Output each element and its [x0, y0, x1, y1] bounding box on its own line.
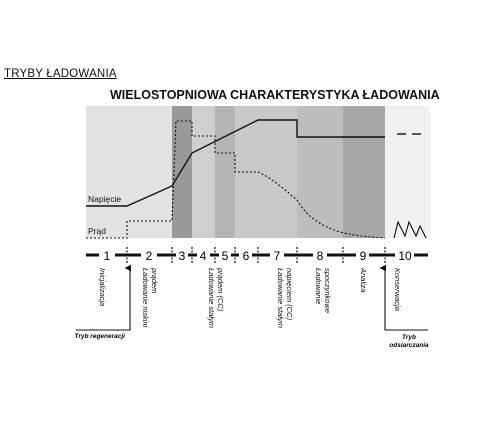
band-stage-5 [215, 106, 235, 238]
stage-axis [86, 247, 428, 264]
band-stage-9 [343, 106, 385, 238]
stage-number: 3 [178, 249, 186, 263]
band-stage-4 [192, 106, 215, 238]
desulfation-label-line1: Tryb [402, 334, 416, 341]
stage-number: 10 [398, 249, 412, 263]
stage-number: 2 [145, 249, 153, 263]
stage-label-4: Ładowanie stałymprądem (CC) [207, 268, 225, 329]
stage-number: 4 [199, 249, 207, 263]
stage-number: 7 [273, 249, 281, 263]
stage-label-2: Ładowanie niskimprądem [141, 268, 159, 328]
band-stage-6-7 [235, 106, 297, 238]
stage-label-8: Ładowaniespoczynkowe [314, 268, 332, 314]
stage-label-1: Inicjalizacja [98, 268, 107, 307]
stage-number: 8 [316, 249, 324, 263]
current-label: Prąd [88, 226, 106, 236]
band-stage-1-2 [86, 106, 172, 238]
stage-number: 9 [359, 249, 367, 263]
band-stage-3 [172, 106, 192, 238]
band-stage-10 [385, 106, 430, 238]
band-stage-8 [297, 106, 343, 238]
stage-labels [98, 267, 402, 328]
stage-label-7: Ładowanie stałymnapięciem (CC) [276, 268, 294, 329]
stage-number: 6 [242, 249, 250, 263]
stage-number: 5 [221, 249, 229, 263]
section-title: TRYBY ŁADOWANIA [4, 68, 117, 80]
regeneration-label: Tryb regeneracji [74, 333, 125, 340]
stage-label-9: Analiza [359, 268, 368, 293]
stage-label-10: Konserwacja [393, 268, 402, 311]
desulfation-marker [385, 268, 429, 349]
voltage-label: Napięcie [88, 194, 122, 204]
desulfation-label-line2: odsiarczania [389, 342, 429, 349]
stage-number: 1 [103, 249, 111, 263]
chart-title: WIELOSTOPNIOWA CHARAKTERYSTYKA ŁADOWANIA [110, 88, 440, 102]
